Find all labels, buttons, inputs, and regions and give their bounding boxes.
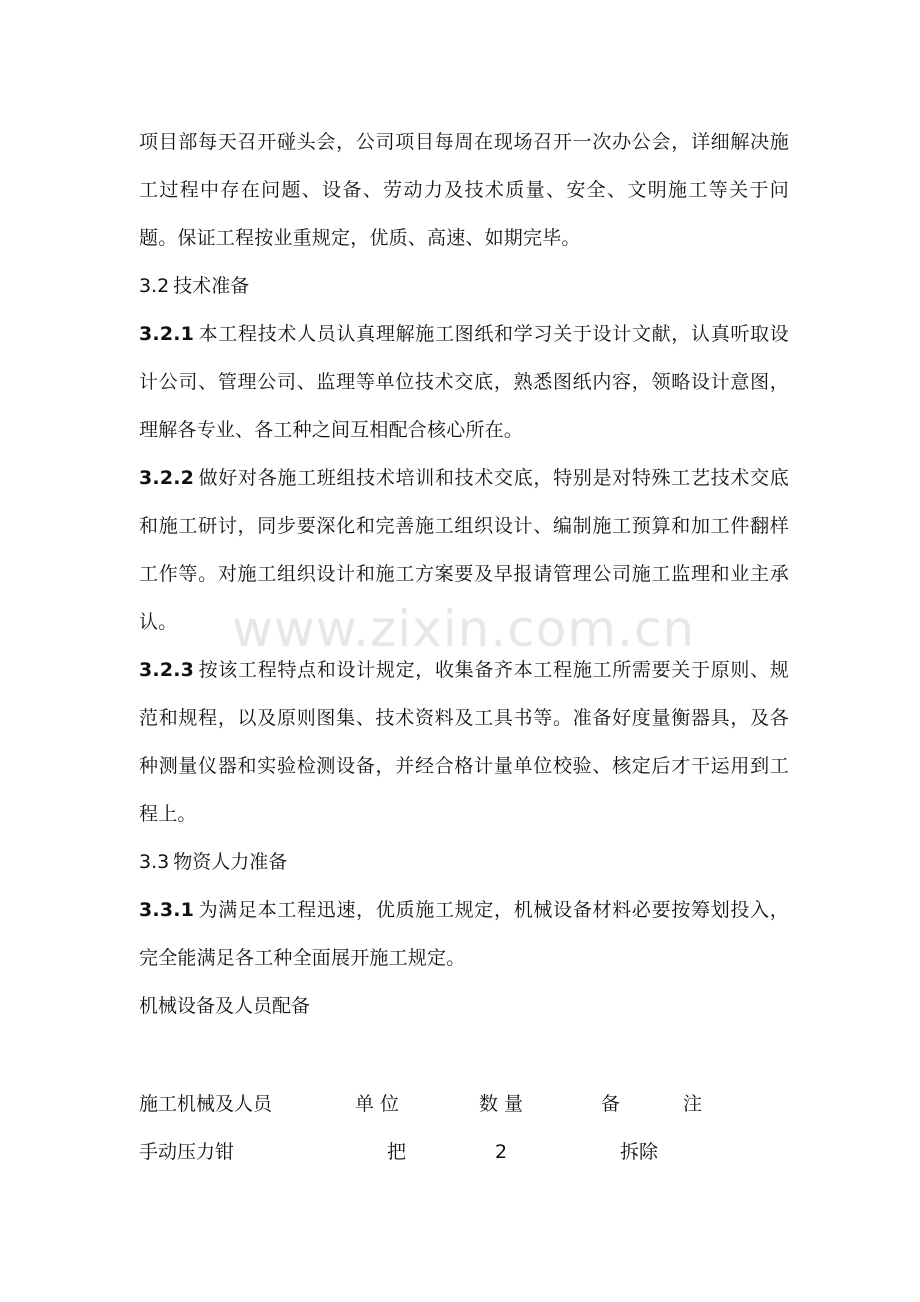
clause-text: 按该工程特点和设计规定，收集备齐本工程施工所需要关于原则、规范和规程，以及原则图集、技术资料及工具书等。准备好度量衡器具，及各种测量仪器和实验检测设备，并经合格计量单位校验、核定后才干运用到工程上。 [139,659,789,825]
clause-text: 为满足本工程迅速，优质施工规定，机械设备材料必要按筹划投入，完全能满足各工种全面展开施工规定。 [139,899,789,969]
paragraph-3-2-3 [139,646,789,838]
table-row-note: 拆除 [620,1141,659,1163]
paragraph-3-2-1 [139,310,789,454]
heading-text: 物资人力准备 [173,851,288,873]
clause-number: 3.2.2 [139,467,195,489]
clause-text: 本工程技术人员认真理解施工图纸和学习关于设计文献，认真听取设计公司、管理公司、监理等单位技术交底，熟悉图纸内容，领略设计意图，理解各专业、各工种之间互相配合核心所在。 [139,323,789,441]
table-header-note-1: 备 [601,1093,621,1115]
table-row-qty: 2 [495,1141,508,1163]
table-header-note-2: 注 [683,1093,703,1115]
heading-3-2 [139,262,789,310]
heading-3-3 [139,838,789,886]
heading-text: 技术准备 [173,275,250,297]
equipment-table [139,1080,789,1180]
table-header-name: 施工机械及人员 [139,1093,273,1115]
clause-number: 3.3.1 [139,899,195,921]
paragraph-meetings: 项目部每天召开碰头会，公司项目每周在现场召开一次办公会，详细解决施工过程中存在问题、设备、劳动力及技术质量、安全、文明施工等关于问题。保证工程按业重规定，优质、高速、如期完毕。 [139,131,789,249]
paragraph-3-3-1 [139,886,789,982]
table-header-unit: 单 位 [355,1093,400,1115]
paragraph-3-2-2 [139,454,789,646]
heading-number: 3.2 [139,275,170,297]
table-header-qty: 数 量 [479,1093,524,1115]
table-row-name: 手动压力钳 [139,1141,235,1163]
document-body [139,118,789,1180]
watermark: www.zixin.com.cn [232,600,696,658]
clause-text: 做好对各施工班组技术培训和技术交底，特别是对特殊工艺技术交底和施工研讨，同步要深化和完善施工组织设计、编制施工预算和加工件翻样工作等。对施工组织设计和施工方案要及早报请管理公司施工监理和业主承认。 [139,467,789,633]
table-row-unit: 把 [387,1141,407,1163]
heading-number: 3.3 [139,851,170,873]
section-title: 机械设备及人员配备 [139,995,311,1017]
clause-number: 3.2.3 [139,659,195,681]
clause-number: 3.2.1 [139,323,195,345]
spacer [139,1030,789,1080]
